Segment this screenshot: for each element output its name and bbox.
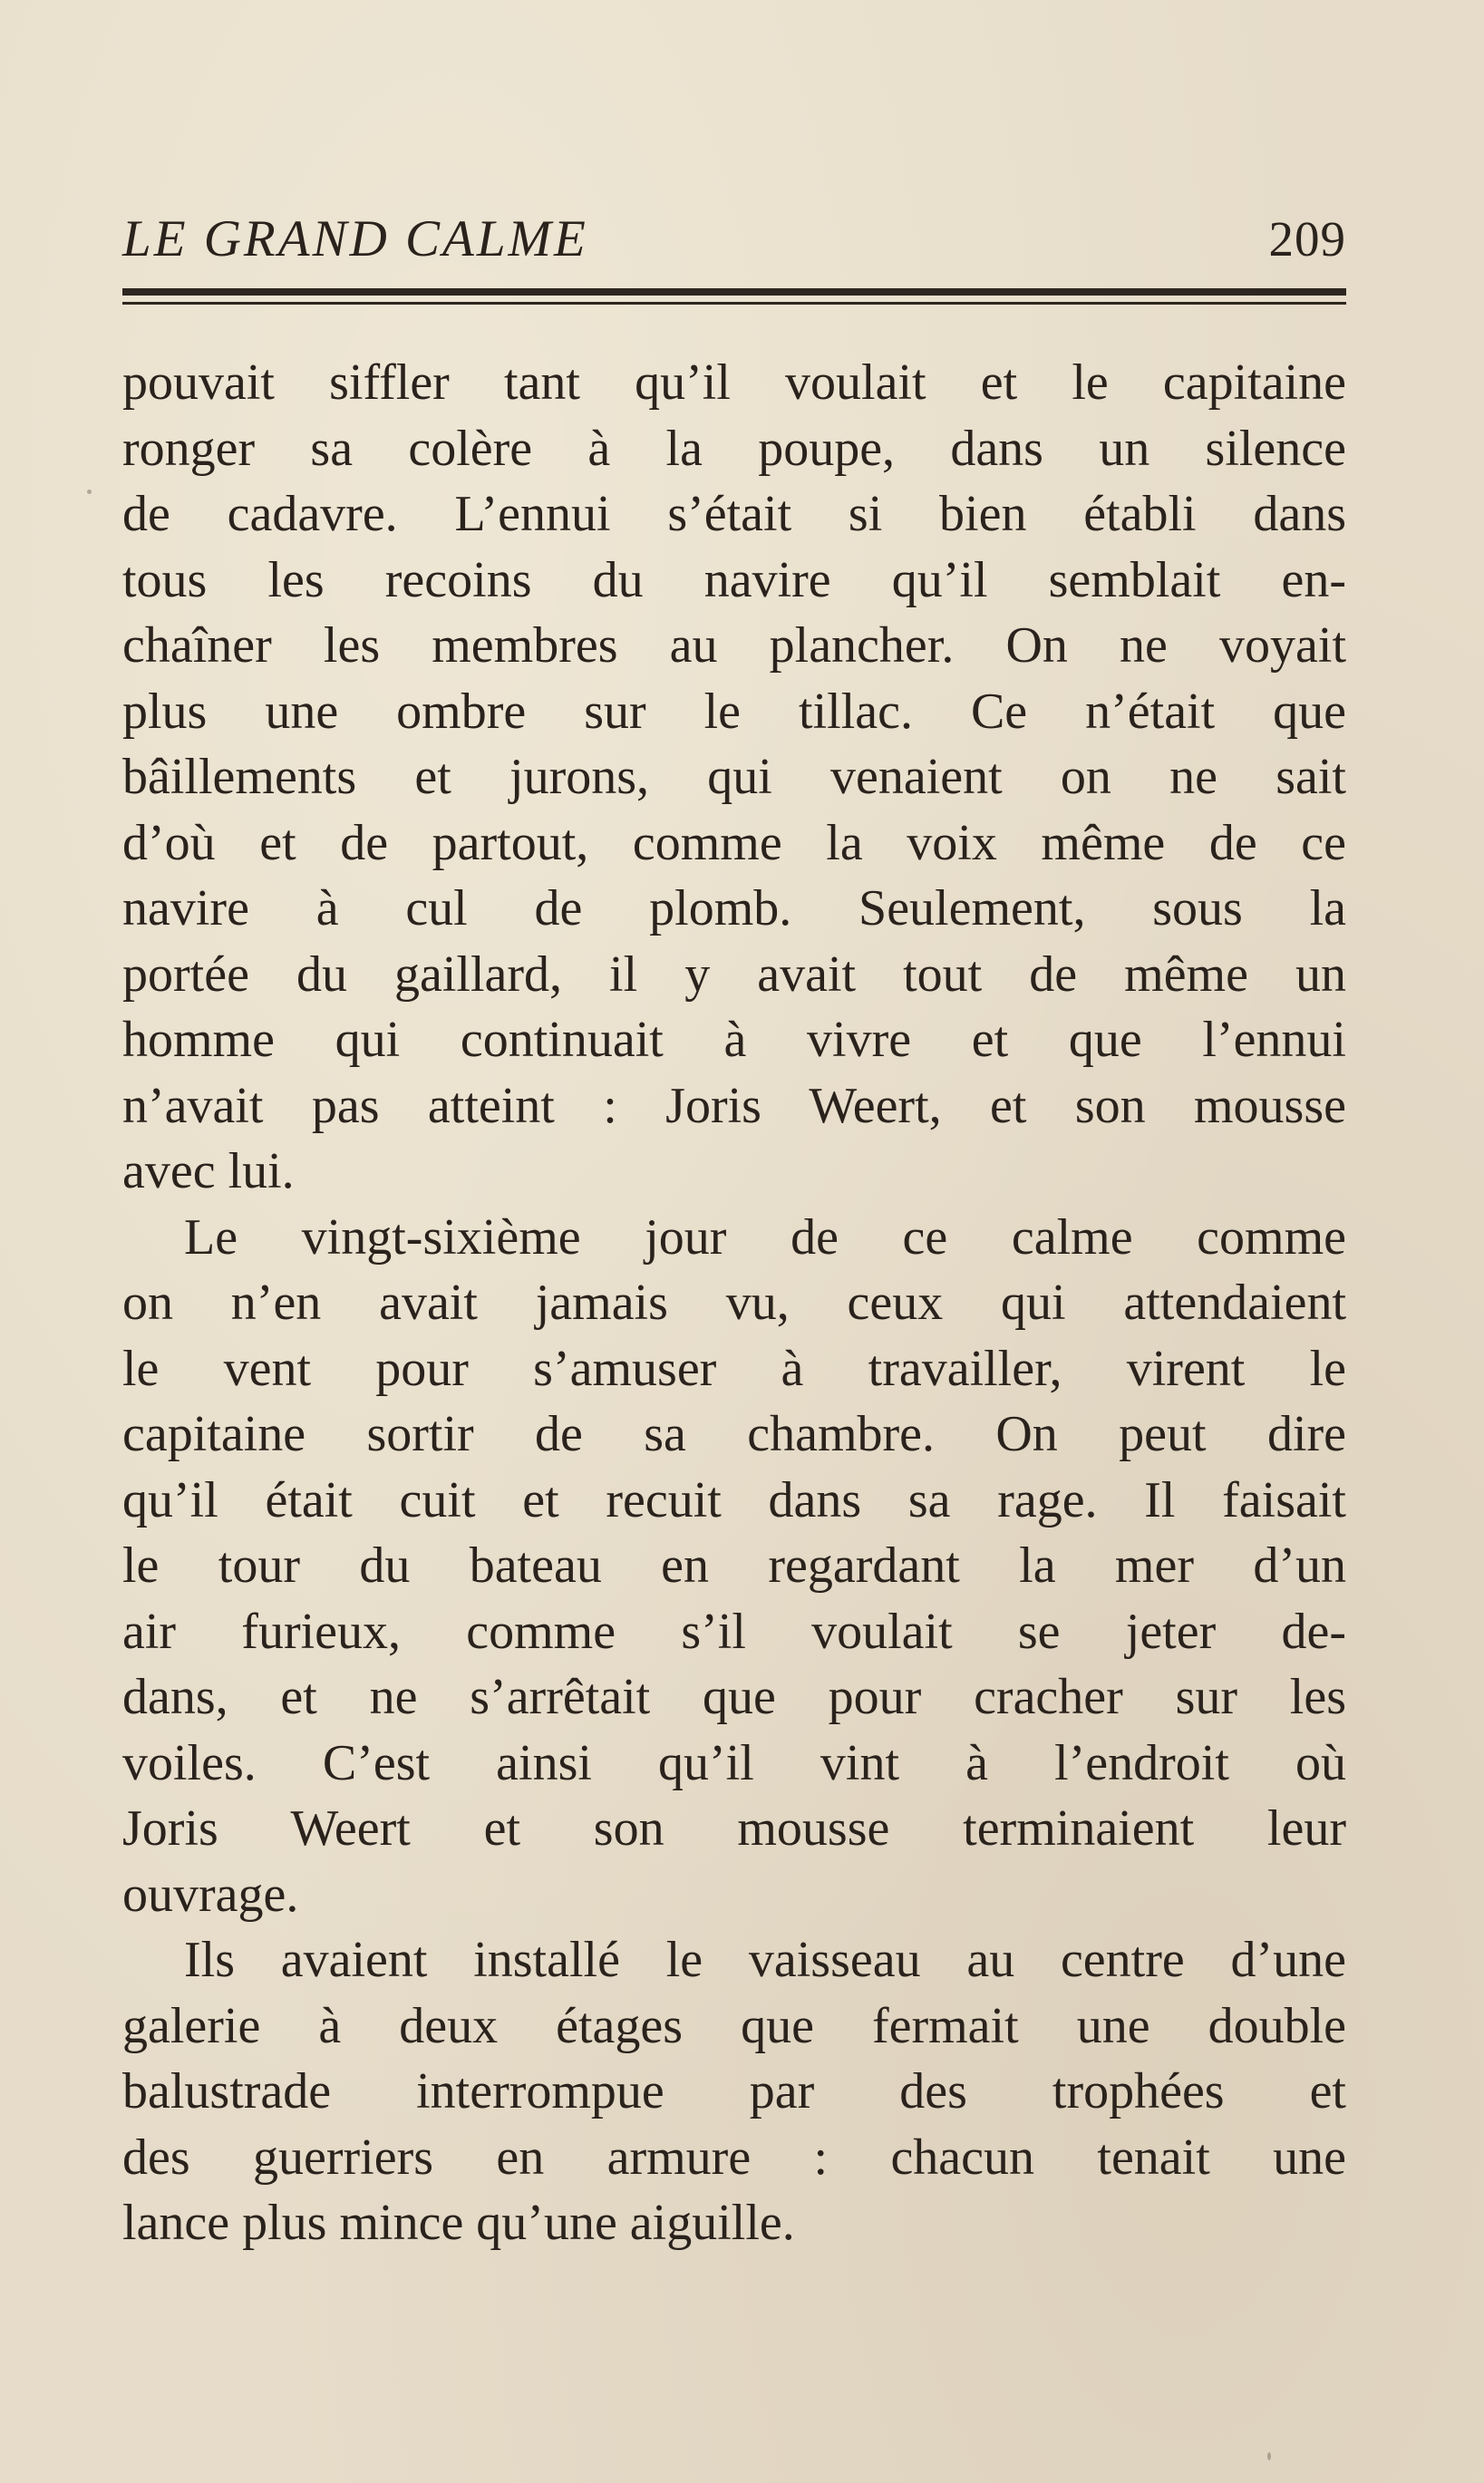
text-line: chaîner les membres au plancher. On ne voyait (122, 617, 1346, 674)
running-title: LE GRAND CALME (122, 210, 588, 267)
text-line: Joris Weert et son mousse terminaient leur (122, 1800, 1346, 1857)
paper-speck (1267, 2452, 1271, 2460)
paper-speck (87, 490, 92, 494)
header-rule-thick (122, 288, 1346, 296)
text-line: ronger sa colère à la poupe, dans un silence (122, 420, 1346, 477)
text-line: tous les recoins du navire qu’il semblait en- (122, 551, 1346, 608)
text-line: avec lui. (122, 1143, 295, 1199)
text-line: air furieux, comme s’il voulait se jeter de- (122, 1603, 1346, 1660)
page-number: 209 (1268, 211, 1346, 267)
text-line: de cadavre. L’ennui s’était si bien établi dans (122, 486, 1346, 542)
text-line: d’où et de partout, comme la voix même de ce (122, 814, 1346, 871)
text-line: pouvait siffler tant qu’il voulait et le capitaine (122, 354, 1346, 411)
text-line: dans, et ne s’arrêtait que pour cracher sur les (122, 1669, 1346, 1725)
text-line: on n’en avait jamais vu, ceux qui attendaient (122, 1275, 1346, 1331)
text-line: lance plus mince qu’une aiguille. (122, 2195, 795, 2251)
text-line: le tour du bateau en regardant la mer d’un (122, 1537, 1346, 1594)
text-line: portée du gaillard, il y avait tout de même un (122, 946, 1346, 1003)
text-line: voiles. C’est ainsi qu’il vint à l’endroit où (122, 1734, 1346, 1791)
text-line: des guerriers en armure : chacun tenait une (122, 2129, 1346, 2186)
body-text (122, 350, 1346, 2256)
text-line: balustrade interrompue par des trophées et (122, 2063, 1346, 2119)
text-line: Le vingt-sixième jour de ce calme comme (184, 1208, 1346, 1266)
text-line: capitaine sortir de sa chambre. On peut dire (122, 1406, 1346, 1462)
text-line: galerie à deux étages que fermait une double (122, 1997, 1346, 2054)
running-head (122, 207, 1346, 272)
text-line: le vent pour s’amuser à travailler, virent le (122, 1340, 1346, 1397)
text-line: n’avait pas atteint : Joris Weert, et son mousse (122, 1077, 1346, 1134)
header-rule-thin (122, 302, 1346, 305)
text-line: ouvrage. (122, 1866, 299, 1923)
text-line: navire à cul de plomb. Seulement, sous la (122, 880, 1346, 936)
text-line: bâillements et jurons, qui venaient on ne sait (122, 749, 1346, 805)
text-line: Ils avaient installé le vaisseau au centre d’une (184, 1932, 1346, 1988)
text-line: homme qui continuait à vivre et que l’ennui (122, 1012, 1346, 1068)
text-line: qu’il était cuit et recuit dans sa rage. Il faisait (122, 1471, 1346, 1528)
text-line: plus une ombre sur le tillac. Ce n’était que (122, 683, 1346, 740)
